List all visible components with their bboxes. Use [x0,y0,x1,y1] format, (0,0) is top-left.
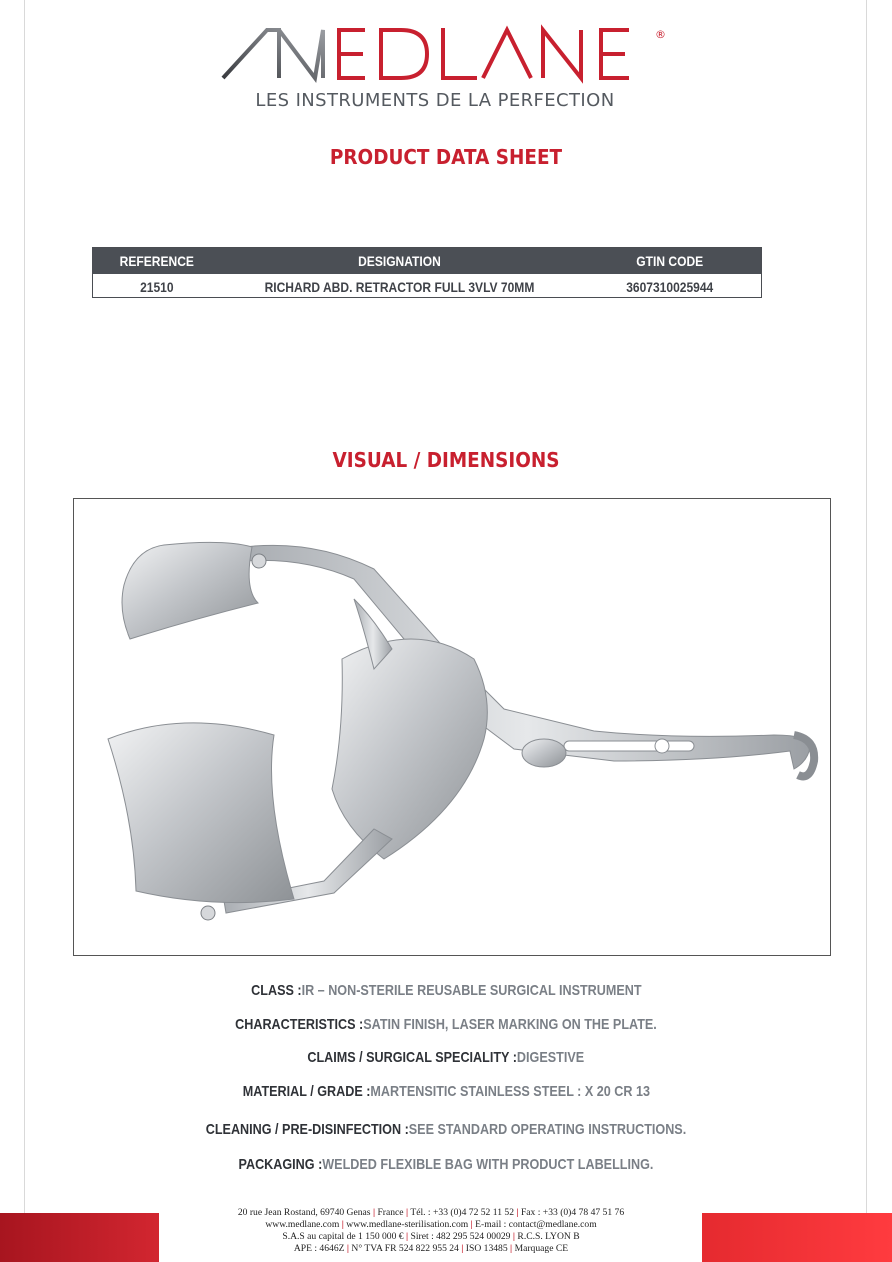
footer-line-address: 20 rue Jean Rostand, 69740 Genas | France | Tél. : +33 (0)4 72 52 11 52 | Fax : +33 (0)4 78 47 51 76 [237,1207,625,1218]
property-label: CLEANING / PRE-DISINFECTION : [205,1121,409,1138]
property-label: CLAIMS / SURGICAL SPECIALITY : [307,1049,518,1066]
product-data-sheet-title: PRODUCT DATA SHEET [329,145,563,169]
footer-line-legal: S.A.S au capital de 1 150 000 € | Siret : 482 295 524 00029 | R.C.S. LYON B [282,1231,580,1242]
footer-fax: Fax : +33 (0)4 78 47 51 76 [520,1207,625,1218]
medlane-logo [215,20,680,88]
header-gtin-code: GTIN CODE [635,252,703,269]
footer-ape: APE : 4646Z [293,1243,345,1254]
cell-reference: 21510 [140,278,174,295]
property-class [0,982,892,999]
footer-siret: Siret : 482 295 524 00029 [410,1231,511,1242]
footer-email-link[interactable]: E-mail : contact@medlane.com [475,1219,597,1230]
footer-vat: N° TVA FR 524 822 955 24 [351,1243,459,1254]
footer-phone: Tél. : +33 (0)4 72 52 11 52 [410,1207,514,1218]
header-reference: REFERENCE [119,252,194,269]
retractor-product-image [74,499,830,955]
property-value: SEE STANDARD OPERATING INSTRUCTIONS. [408,1121,687,1138]
footer-bar-right [702,1213,892,1262]
property-claims [0,1049,892,1066]
property-value: DIGESTIVE [517,1049,585,1066]
property-cleaning [0,1121,892,1138]
cell-gtin-code: 3607310025944 [625,278,713,295]
cell-designation: RICHARD ABD. RETRACTOR FULL 3VLV 70MM [264,278,534,295]
footer-rcs: R.C.S. LYON B [517,1231,580,1242]
property-value: IR – NON-STERILE REUSABLE SURGICAL INSTRUMENT [301,982,642,999]
property-material [0,1083,892,1100]
footer-line-registration: APE : 4646Z | N° TVA FR 524 822 955 24 | ISO 13485 | Marquage CE [293,1243,569,1254]
page-border-left [24,0,25,1262]
property-value: MARTENSITIC STAINLESS STEEL : X 20 CR 13 [370,1083,650,1100]
footer-website-link[interactable]: www.medlane.com [265,1219,340,1230]
footer-capital: S.A.S au capital de 1 150 000 € [282,1231,404,1242]
footer-iso: ISO 13485 [465,1243,508,1254]
footer-bar-left [0,1213,159,1262]
footer-ce-marking: Marquage CE [514,1243,569,1254]
product-table [92,247,762,298]
product-image-frame [73,498,831,956]
footer-address: 20 rue Jean Rostand, 69740 Genas [237,1207,371,1218]
brand-tagline: LES INSTRUMENTS DE LA PERFECTION [255,90,615,111]
property-characteristics [0,1016,892,1033]
property-label: CHARACTERISTICS : [235,1016,364,1033]
property-value: WELDED FLEXIBLE BAG WITH PRODUCT LABELLING. [322,1156,654,1173]
page-border-right [866,0,867,1262]
table-row [93,274,761,299]
property-label: PACKAGING : [238,1156,323,1173]
property-value: SATIN FINISH, LASER MARKING ON THE PLATE. [363,1016,657,1033]
property-label: MATERIAL / GRADE : [242,1083,371,1100]
visual-dimensions-title: VISUAL / DIMENSIONS [332,448,560,472]
table-header-row [93,248,761,274]
footer-country: France [377,1207,404,1218]
footer-contact [170,1207,692,1255]
property-packaging [0,1156,892,1173]
property-label: CLASS : [250,982,302,999]
header-designation: DESIGNATION [357,252,441,269]
registered-mark: ® [655,28,666,41]
footer-sterilisation-link[interactable]: www.medlane-sterilisation.com [346,1219,469,1230]
footer-line-web: www.medlane.com | www.medlane-sterilisation.com | E-mail : contact@medlane.com [265,1219,597,1230]
